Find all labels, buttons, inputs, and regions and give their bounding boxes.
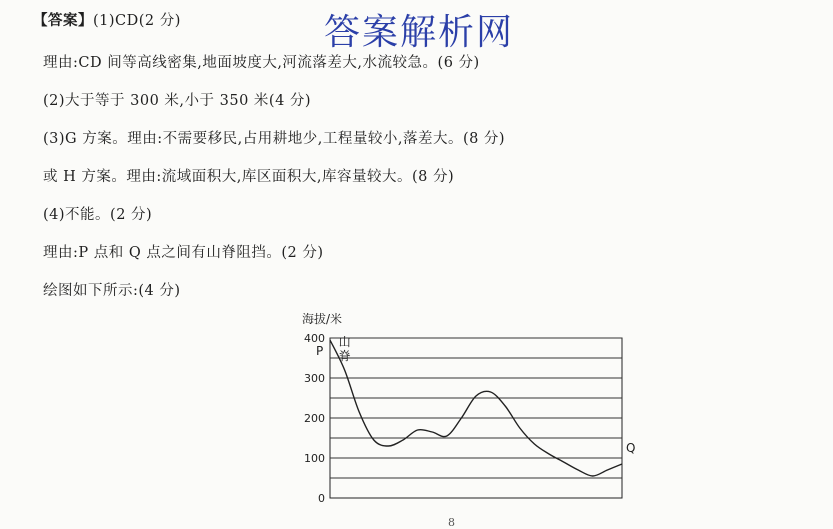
y-tick-label: 300 — [304, 372, 325, 385]
watermark: 答案解析网 — [324, 12, 515, 53]
ridge-annotation-line2: 脊 — [338, 349, 351, 363]
terrain-profile-line — [330, 340, 622, 476]
answer-q1: (1)CD(2 分) — [93, 13, 181, 29]
y-tick-label: 400 — [304, 332, 325, 345]
start-point-label: P — [316, 344, 324, 358]
answer-q1-reason: 理由:CD 间等高线密集,地面坡度大,河流落差大,水流较急。(6 分) — [43, 55, 480, 71]
answer-q3-h: 或 H 方案。理由:流域面积大,库区面积大,库容量较大。(8 分) — [43, 169, 455, 185]
answer-q2: (2)大于等于 300 米,小于 350 米(4 分) — [43, 93, 312, 109]
answer-q4-reason: 理由:P 点和 Q 点之间有山脊阻挡。(2 分) — [43, 245, 324, 261]
end-point-label: Q — [626, 441, 636, 455]
answer-q3-g: (3)G 方案。理由:不需要移民,占用耕地少,工程量较小,落差大。(8 分) — [43, 131, 506, 147]
answer-heading: 【答案】 — [33, 12, 93, 29]
draw-note: 绘图如下所示:(4 分) — [43, 283, 181, 299]
profile-chart — [290, 305, 650, 510]
y-tick-label: 100 — [304, 452, 325, 465]
chart-grid — [330, 338, 622, 498]
page-number: 8 — [448, 516, 455, 529]
y-axis-label: 海拔/米 — [302, 312, 343, 326]
answer-q4: (4)不能。(2 分) — [43, 207, 153, 223]
ridge-annotation-line1: 山 — [338, 335, 351, 349]
y-tick-label: 0 — [318, 492, 325, 505]
answer-heading-line — [33, 9, 181, 30]
y-tick-label: 200 — [304, 412, 325, 425]
